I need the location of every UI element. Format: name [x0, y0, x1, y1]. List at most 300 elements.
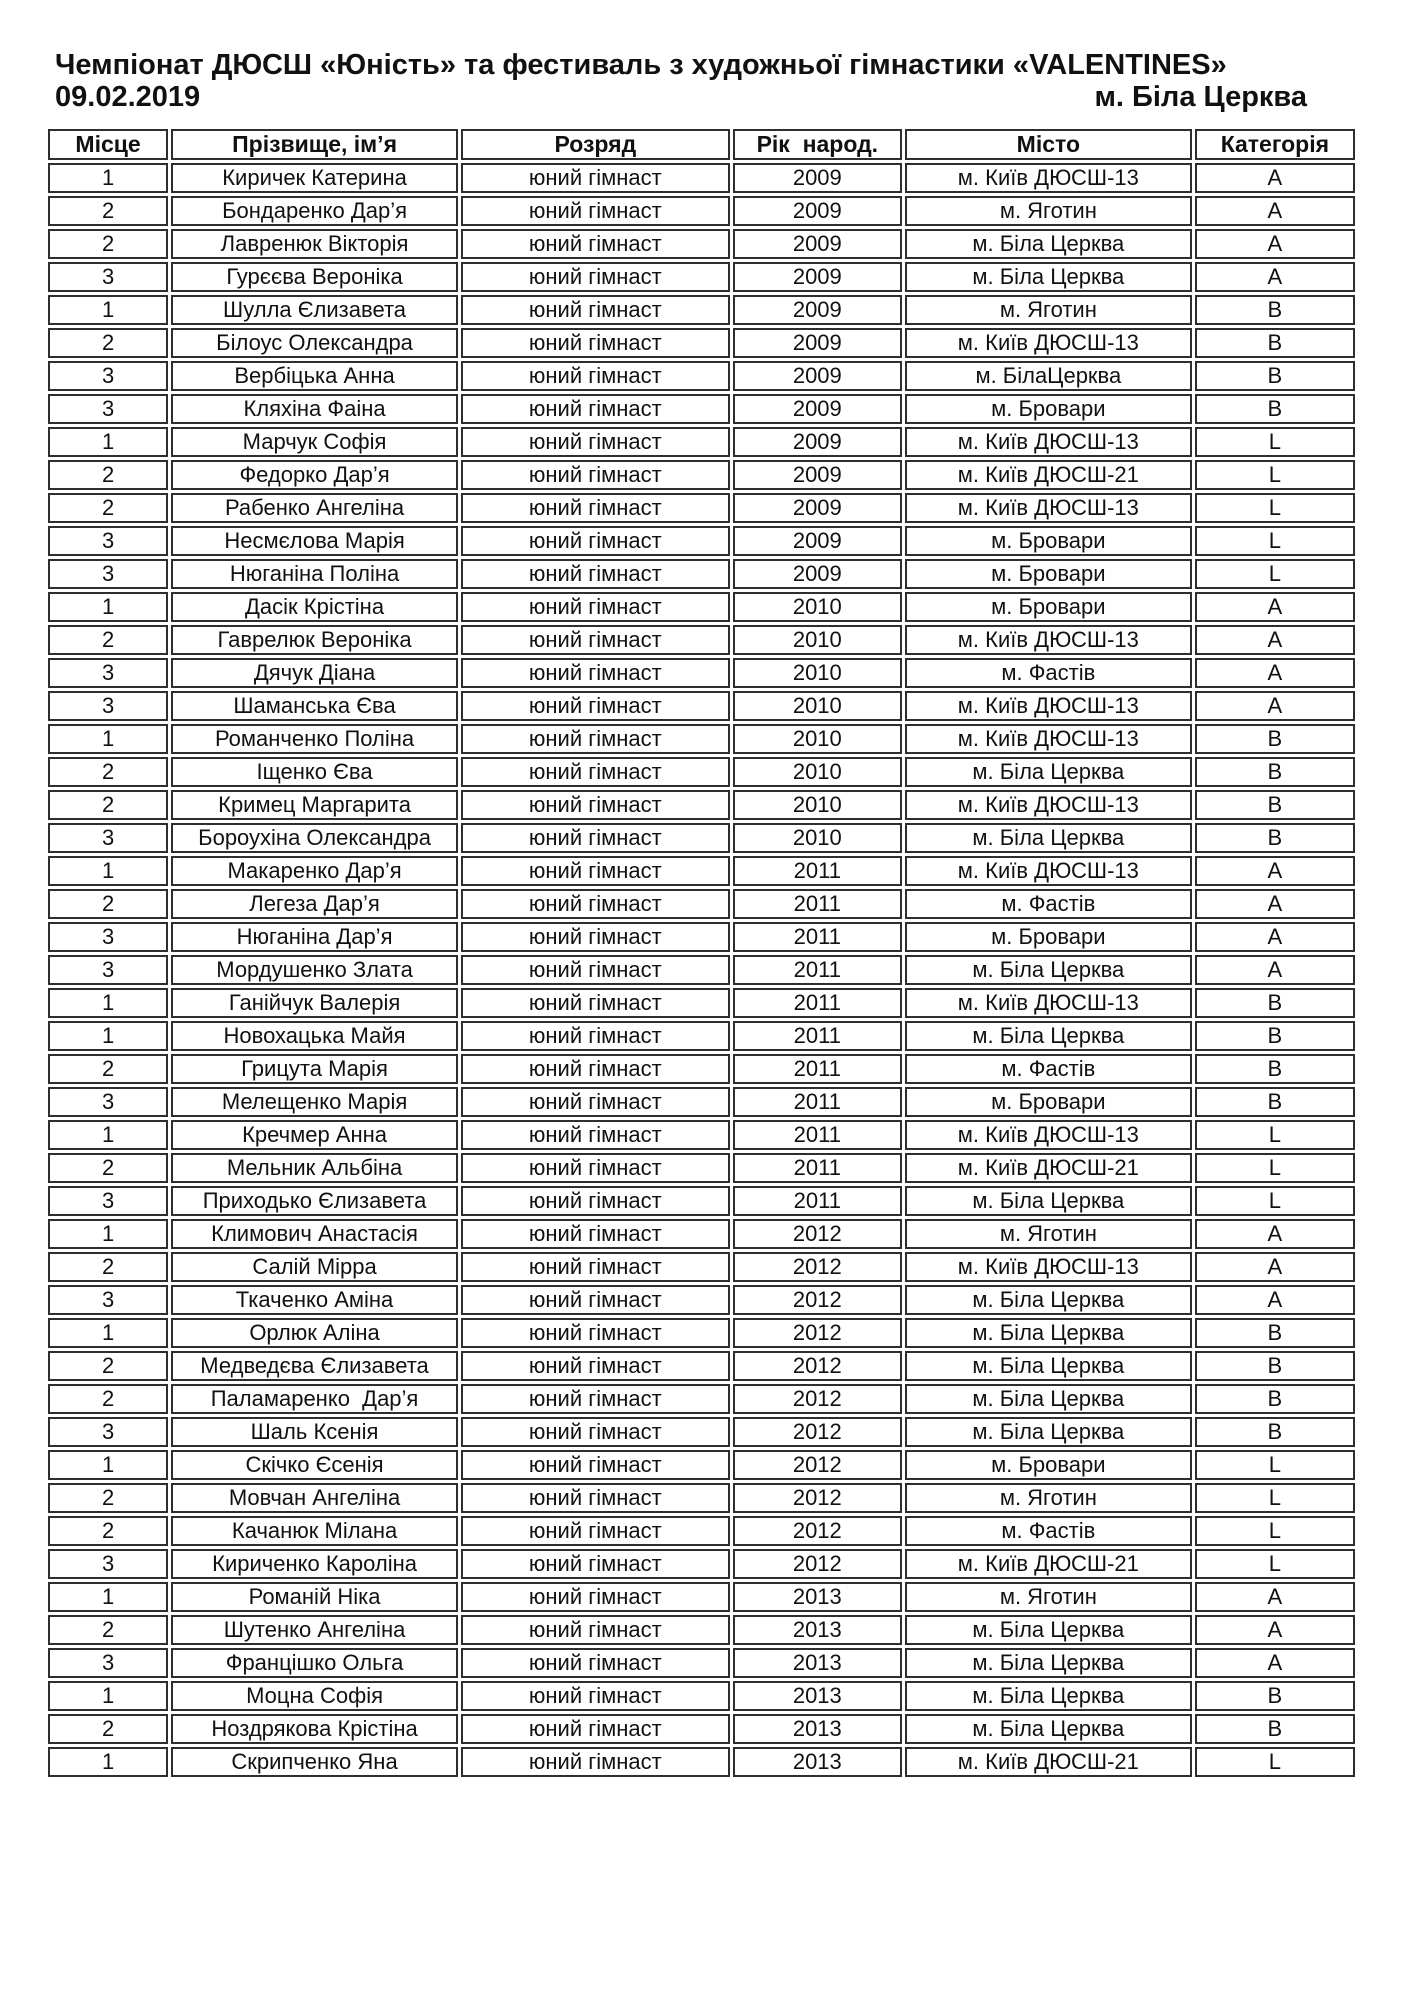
cell-city: м. Київ ДЮСШ-21 — [905, 460, 1192, 490]
cell-city: м. Київ ДЮСШ-13 — [905, 163, 1192, 193]
cell-place: 3 — [48, 1087, 168, 1117]
cell-year: 2010 — [733, 724, 902, 754]
cell-city: м. Біла Церква — [905, 262, 1192, 292]
cell-name: Вербіцька Анна — [171, 361, 458, 391]
cell-city: м. Яготин — [905, 196, 1192, 226]
cell-name: Нюганіна Поліна — [171, 559, 458, 589]
cell-name: Лавренюк Вікторія — [171, 229, 458, 259]
cell-category: L — [1195, 1186, 1355, 1216]
cell-place: 2 — [48, 1153, 168, 1183]
cell-year: 2013 — [733, 1582, 902, 1612]
cell-city: м. Бровари — [905, 592, 1192, 622]
cell-rank: юний гімнаст — [461, 1021, 730, 1051]
cell-city: м. Біла Церква — [905, 955, 1192, 985]
cell-category: А — [1195, 1285, 1355, 1315]
cell-category: L — [1195, 1153, 1355, 1183]
table-row — [48, 1450, 1355, 1480]
cell-rank: юний гімнаст — [461, 856, 730, 886]
cell-year: 2013 — [733, 1648, 902, 1678]
cell-city: м. Біла Церква — [905, 757, 1192, 787]
cell-year: 2011 — [733, 955, 902, 985]
cell-year: 2013 — [733, 1681, 902, 1711]
cell-name: Грицута Марія — [171, 1054, 458, 1084]
table-row — [48, 1747, 1355, 1777]
cell-city: м. Біла Церква — [905, 1648, 1192, 1678]
cell-category: В — [1195, 724, 1355, 754]
table-row — [48, 988, 1355, 1018]
cell-rank: юний гімнаст — [461, 1747, 730, 1777]
cell-name: Кириченко Кароліна — [171, 1549, 458, 1579]
cell-city: м. Біла Церква — [905, 1186, 1192, 1216]
cell-place: 1 — [48, 1747, 168, 1777]
cell-place: 3 — [48, 691, 168, 721]
cell-rank: юний гімнаст — [461, 1087, 730, 1117]
cell-year: 2011 — [733, 1021, 902, 1051]
cell-city: м. Київ ДЮСШ-13 — [905, 988, 1192, 1018]
cell-rank: юний гімнаст — [461, 1120, 730, 1150]
cell-year: 2009 — [733, 295, 902, 325]
cell-category: А — [1195, 592, 1355, 622]
table-row — [48, 295, 1355, 325]
cell-place: 1 — [48, 1219, 168, 1249]
cell-rank: юний гімнаст — [461, 691, 730, 721]
cell-rank: юний гімнаст — [461, 988, 730, 1018]
cell-year: 2009 — [733, 427, 902, 457]
cell-year: 2010 — [733, 592, 902, 622]
cell-year: 2011 — [733, 1087, 902, 1117]
cell-category: В — [1195, 757, 1355, 787]
table-row — [48, 1483, 1355, 1513]
cell-name: Кримец Маргарита — [171, 790, 458, 820]
cell-city: м. Київ ДЮСШ-13 — [905, 856, 1192, 886]
table-row — [48, 394, 1355, 424]
cell-rank: юний гімнаст — [461, 262, 730, 292]
cell-year: 2012 — [733, 1549, 902, 1579]
cell-category: В — [1195, 361, 1355, 391]
cell-category: А — [1195, 1582, 1355, 1612]
cell-city: м. Біла Церква — [905, 1714, 1192, 1744]
cell-rank: юний гімнаст — [461, 1219, 730, 1249]
cell-city: м. Яготин — [905, 1219, 1192, 1249]
cell-year: 2013 — [733, 1615, 902, 1645]
cell-year: 2010 — [733, 658, 902, 688]
cell-category: В — [1195, 1417, 1355, 1447]
cell-year: 2010 — [733, 757, 902, 787]
cell-year: 2013 — [733, 1747, 902, 1777]
cell-city: м. Фастів — [905, 658, 1192, 688]
cell-city: м. Бровари — [905, 922, 1192, 952]
cell-category: В — [1195, 1087, 1355, 1117]
table-row — [48, 625, 1355, 655]
cell-city: м. Яготин — [905, 295, 1192, 325]
cell-category: В — [1195, 1054, 1355, 1084]
cell-name: Климович Анастасія — [171, 1219, 458, 1249]
cell-city: м. Київ ДЮСШ-13 — [905, 724, 1192, 754]
table-row — [48, 262, 1355, 292]
table-row — [48, 889, 1355, 919]
cell-year: 2009 — [733, 328, 902, 358]
cell-place: 1 — [48, 1318, 168, 1348]
cell-category: А — [1195, 856, 1355, 886]
cell-name: Медведєва Єлизавета — [171, 1351, 458, 1381]
table-row — [48, 1252, 1355, 1282]
cell-place: 2 — [48, 1714, 168, 1744]
cell-year: 2013 — [733, 1714, 902, 1744]
cell-category: L — [1195, 1450, 1355, 1480]
cell-name: Бороухіна Олександра — [171, 823, 458, 853]
cell-city: м. Фастів — [905, 1516, 1192, 1546]
cell-city: м. Бровари — [905, 559, 1192, 589]
cell-place: 2 — [48, 493, 168, 523]
cell-city: м. Біла Церква — [905, 1417, 1192, 1447]
cell-category: В — [1195, 823, 1355, 853]
cell-place: 2 — [48, 1483, 168, 1513]
table-header-row — [48, 129, 1355, 160]
cell-name: Францішко Ольга — [171, 1648, 458, 1678]
cell-city: м. Біла Церква — [905, 1351, 1192, 1381]
cell-name: Качанюк Мілана — [171, 1516, 458, 1546]
cell-name: Ноздрякова Крістіна — [171, 1714, 458, 1744]
cell-name: Мовчан Ангеліна — [171, 1483, 458, 1513]
cell-name: Дасік Крістіна — [171, 592, 458, 622]
document-subtitle — [55, 82, 1307, 112]
cell-rank: юний гімнаст — [461, 724, 730, 754]
cell-place: 2 — [48, 460, 168, 490]
cell-city: м. Біла Церква — [905, 1681, 1192, 1711]
cell-name: Шаль Ксенія — [171, 1417, 458, 1447]
cell-category: L — [1195, 1747, 1355, 1777]
cell-city: м. Бровари — [905, 394, 1192, 424]
cell-rank: юний гімнаст — [461, 427, 730, 457]
table-row — [48, 427, 1355, 457]
cell-city: м. Біла Церква — [905, 1615, 1192, 1645]
cell-category: А — [1195, 1615, 1355, 1645]
cell-name: Мельник Альбіна — [171, 1153, 458, 1183]
table-row — [48, 790, 1355, 820]
cell-rank: юний гімнаст — [461, 625, 730, 655]
cell-name: Ганійчук Валерія — [171, 988, 458, 1018]
cell-year: 2009 — [733, 394, 902, 424]
cell-year: 2009 — [733, 559, 902, 589]
cell-place: 1 — [48, 295, 168, 325]
cell-category: В — [1195, 295, 1355, 325]
cell-name: Бондаренко Дар’я — [171, 196, 458, 226]
cell-rank: юний гімнаст — [461, 823, 730, 853]
table-row — [48, 1648, 1355, 1678]
cell-rank: юний гімнаст — [461, 889, 730, 919]
cell-city: м. Біла Церква — [905, 1285, 1192, 1315]
cell-category: А — [1195, 229, 1355, 259]
cell-name: Ткаченко Аміна — [171, 1285, 458, 1315]
cell-year: 2012 — [733, 1516, 902, 1546]
cell-category: А — [1195, 1648, 1355, 1678]
table-row — [48, 691, 1355, 721]
cell-name: Білоус Олександра — [171, 328, 458, 358]
cell-year: 2012 — [733, 1252, 902, 1282]
cell-year: 2009 — [733, 163, 902, 193]
cell-category: В — [1195, 1714, 1355, 1744]
cell-name: Гурєєва Вероніка — [171, 262, 458, 292]
table-row — [48, 592, 1355, 622]
cell-place: 2 — [48, 889, 168, 919]
cell-rank: юний гімнаст — [461, 1483, 730, 1513]
cell-city: м. Київ ДЮСШ-21 — [905, 1549, 1192, 1579]
cell-place: 1 — [48, 1681, 168, 1711]
table-row — [48, 1714, 1355, 1744]
cell-year: 2012 — [733, 1417, 902, 1447]
cell-place: 2 — [48, 790, 168, 820]
cell-rank: юний гімнаст — [461, 1549, 730, 1579]
cell-name: Скрипченко Яна — [171, 1747, 458, 1777]
cell-category: L — [1195, 526, 1355, 556]
cell-place: 1 — [48, 1120, 168, 1150]
table-row — [48, 1582, 1355, 1612]
cell-name: Романій Ніка — [171, 1582, 458, 1612]
cell-place: 1 — [48, 988, 168, 1018]
cell-category: А — [1195, 1252, 1355, 1282]
event-date: 09.02.2019 — [55, 81, 201, 114]
cell-place: 1 — [48, 163, 168, 193]
cell-rank: юний гімнаст — [461, 559, 730, 589]
event-location: м. Біла Церква — [1094, 81, 1307, 114]
table-row — [48, 757, 1355, 787]
cell-name: Киричек Катерина — [171, 163, 458, 193]
cell-name: Кречмер Анна — [171, 1120, 458, 1150]
cell-place: 3 — [48, 955, 168, 985]
cell-rank: юний гімнаст — [461, 790, 730, 820]
cell-name: Салій Мірра — [171, 1252, 458, 1282]
table-row — [48, 1549, 1355, 1579]
cell-category: L — [1195, 1549, 1355, 1579]
table-row — [48, 823, 1355, 853]
cell-category: В — [1195, 328, 1355, 358]
cell-rank: юний гімнаст — [461, 1285, 730, 1315]
table-row — [48, 1516, 1355, 1546]
table-row — [48, 1351, 1355, 1381]
cell-name: Федорко Дар’я — [171, 460, 458, 490]
cell-rank: юний гімнаст — [461, 295, 730, 325]
cell-year: 2012 — [733, 1384, 902, 1414]
cell-rank: юний гімнаст — [461, 757, 730, 787]
cell-rank: юний гімнаст — [461, 163, 730, 193]
cell-year: 2011 — [733, 988, 902, 1018]
table-row — [48, 955, 1355, 985]
cell-category: А — [1195, 889, 1355, 919]
cell-year: 2011 — [733, 856, 902, 886]
cell-city: м. Фастів — [905, 1054, 1192, 1084]
cell-place: 3 — [48, 361, 168, 391]
table-row — [48, 922, 1355, 952]
column-header-category: Категорія — [1195, 129, 1355, 160]
cell-category: А — [1195, 163, 1355, 193]
table-row — [48, 328, 1355, 358]
cell-city: м. Київ ДЮСШ-13 — [905, 790, 1192, 820]
cell-city: м. Київ ДЮСШ-13 — [905, 1252, 1192, 1282]
cell-rank: юний гімнаст — [461, 1648, 730, 1678]
cell-rank: юний гімнаст — [461, 922, 730, 952]
cell-category: В — [1195, 1021, 1355, 1051]
cell-rank: юний гімнаст — [461, 1384, 730, 1414]
cell-year: 2012 — [733, 1219, 902, 1249]
table-row — [48, 658, 1355, 688]
cell-place: 3 — [48, 1285, 168, 1315]
table-row — [48, 1120, 1355, 1150]
cell-category: В — [1195, 1318, 1355, 1348]
cell-rank: юний гімнаст — [461, 394, 730, 424]
cell-name: Несмєлова Марія — [171, 526, 458, 556]
cell-place: 2 — [48, 1252, 168, 1282]
cell-year: 2012 — [733, 1483, 902, 1513]
cell-city: м. Яготин — [905, 1483, 1192, 1513]
cell-city: м. Київ ДЮСШ-13 — [905, 493, 1192, 523]
cell-category: В — [1195, 988, 1355, 1018]
cell-city: м. Фастів — [905, 889, 1192, 919]
cell-category: L — [1195, 559, 1355, 589]
cell-place: 3 — [48, 394, 168, 424]
cell-city: м. Київ ДЮСШ-13 — [905, 1120, 1192, 1150]
cell-name: Шаманська Єва — [171, 691, 458, 721]
cell-rank: юний гімнаст — [461, 493, 730, 523]
cell-rank: юний гімнаст — [461, 1714, 730, 1744]
cell-year: 2011 — [733, 1186, 902, 1216]
cell-rank: юний гімнаст — [461, 955, 730, 985]
cell-name: Шулла Єлизавета — [171, 295, 458, 325]
table-row — [48, 526, 1355, 556]
cell-city: м. Яготин — [905, 1582, 1192, 1612]
cell-year: 2009 — [733, 196, 902, 226]
cell-name: Шутенко Ангеліна — [171, 1615, 458, 1645]
cell-category: А — [1195, 658, 1355, 688]
cell-rank: юний гімнаст — [461, 526, 730, 556]
cell-name: Приходько Єлизавета — [171, 1186, 458, 1216]
cell-place: 3 — [48, 922, 168, 952]
cell-place: 3 — [48, 1186, 168, 1216]
cell-category: L — [1195, 1483, 1355, 1513]
cell-rank: юний гімнаст — [461, 1054, 730, 1084]
column-header-place: Місце — [48, 129, 168, 160]
cell-rank: юний гімнаст — [461, 1186, 730, 1216]
cell-year: 2010 — [733, 691, 902, 721]
cell-name: Романченко Поліна — [171, 724, 458, 754]
cell-rank: юний гімнаст — [461, 1516, 730, 1546]
cell-year: 2009 — [733, 493, 902, 523]
cell-category: В — [1195, 1351, 1355, 1381]
cell-city: м. Біла Церква — [905, 1318, 1192, 1348]
cell-category: L — [1195, 493, 1355, 523]
cell-place: 1 — [48, 1021, 168, 1051]
cell-name: Легеза Дар’я — [171, 889, 458, 919]
cell-rank: юний гімнаст — [461, 1351, 730, 1381]
cell-category: В — [1195, 1384, 1355, 1414]
cell-city: м. Біла Церква — [905, 823, 1192, 853]
cell-year: 2009 — [733, 460, 902, 490]
cell-city: м. Київ ДЮСШ-13 — [905, 625, 1192, 655]
cell-place: 1 — [48, 856, 168, 886]
cell-place: 2 — [48, 229, 168, 259]
cell-place: 2 — [48, 1351, 168, 1381]
cell-place: 2 — [48, 1615, 168, 1645]
table-header — [48, 129, 1355, 160]
cell-category: L — [1195, 460, 1355, 490]
column-header-year: Рік народ. — [733, 129, 902, 160]
cell-rank: юний гімнаст — [461, 1615, 730, 1645]
table-row — [48, 1384, 1355, 1414]
cell-rank: юний гімнаст — [461, 1582, 730, 1612]
page-title: Чемпіонат ДЮСШ «Юність» та фестиваль з художньої гімнастики «VALENTINES» — [55, 49, 1227, 81]
cell-year: 2011 — [733, 889, 902, 919]
cell-rank: юний гімнаст — [461, 361, 730, 391]
cell-place: 2 — [48, 196, 168, 226]
cell-place: 2 — [48, 757, 168, 787]
cell-city: м. Бровари — [905, 1450, 1192, 1480]
table-row — [48, 1054, 1355, 1084]
cell-rank: юний гімнаст — [461, 1417, 730, 1447]
cell-category: L — [1195, 1120, 1355, 1150]
cell-category: А — [1195, 262, 1355, 292]
cell-rank: юний гімнаст — [461, 1252, 730, 1282]
cell-year: 2009 — [733, 229, 902, 259]
cell-place: 2 — [48, 1384, 168, 1414]
column-header-city: Місто — [905, 129, 1192, 160]
cell-place: 1 — [48, 724, 168, 754]
table-row — [48, 1186, 1355, 1216]
cell-city: м. Біла Церква — [905, 1384, 1192, 1414]
table-row — [48, 856, 1355, 886]
cell-place: 3 — [48, 526, 168, 556]
cell-name: Скічко Єсенія — [171, 1450, 458, 1480]
cell-rank: юний гімнаст — [461, 1681, 730, 1711]
table-row — [48, 1219, 1355, 1249]
cell-category: L — [1195, 1516, 1355, 1546]
cell-rank: юний гімнаст — [461, 196, 730, 226]
cell-city: м. БілаЦерква — [905, 361, 1192, 391]
results-table — [45, 126, 1358, 1780]
cell-year: 2011 — [733, 1054, 902, 1084]
cell-place: 3 — [48, 262, 168, 292]
cell-place: 3 — [48, 1549, 168, 1579]
cell-rank: юний гімнаст — [461, 592, 730, 622]
table-row — [48, 1021, 1355, 1051]
table-row — [48, 493, 1355, 523]
table-body — [48, 163, 1355, 1777]
cell-place: 1 — [48, 1582, 168, 1612]
cell-name: Кляхіна Фаіна — [171, 394, 458, 424]
cell-name: Гаврелюк Вероніка — [171, 625, 458, 655]
column-header-name: Прізвище, ім’я — [171, 129, 458, 160]
table-row — [48, 196, 1355, 226]
cell-rank: юний гімнаст — [461, 328, 730, 358]
cell-name: Мордушенко Злата — [171, 955, 458, 985]
table-row — [48, 724, 1355, 754]
cell-year: 2010 — [733, 625, 902, 655]
cell-year: 2012 — [733, 1450, 902, 1480]
cell-category: В — [1195, 790, 1355, 820]
cell-rank: юний гімнаст — [461, 460, 730, 490]
cell-name: Іщенко Єва — [171, 757, 458, 787]
cell-rank: юний гімнаст — [461, 658, 730, 688]
cell-category: L — [1195, 427, 1355, 457]
cell-rank: юний гімнаст — [461, 1318, 730, 1348]
cell-name: Орлюк Аліна — [171, 1318, 458, 1348]
cell-place: 2 — [48, 1054, 168, 1084]
cell-year: 2012 — [733, 1318, 902, 1348]
cell-category: А — [1195, 625, 1355, 655]
cell-place: 3 — [48, 658, 168, 688]
cell-category: А — [1195, 955, 1355, 985]
cell-place: 2 — [48, 328, 168, 358]
cell-rank: юний гімнаст — [461, 229, 730, 259]
cell-year: 2011 — [733, 1153, 902, 1183]
